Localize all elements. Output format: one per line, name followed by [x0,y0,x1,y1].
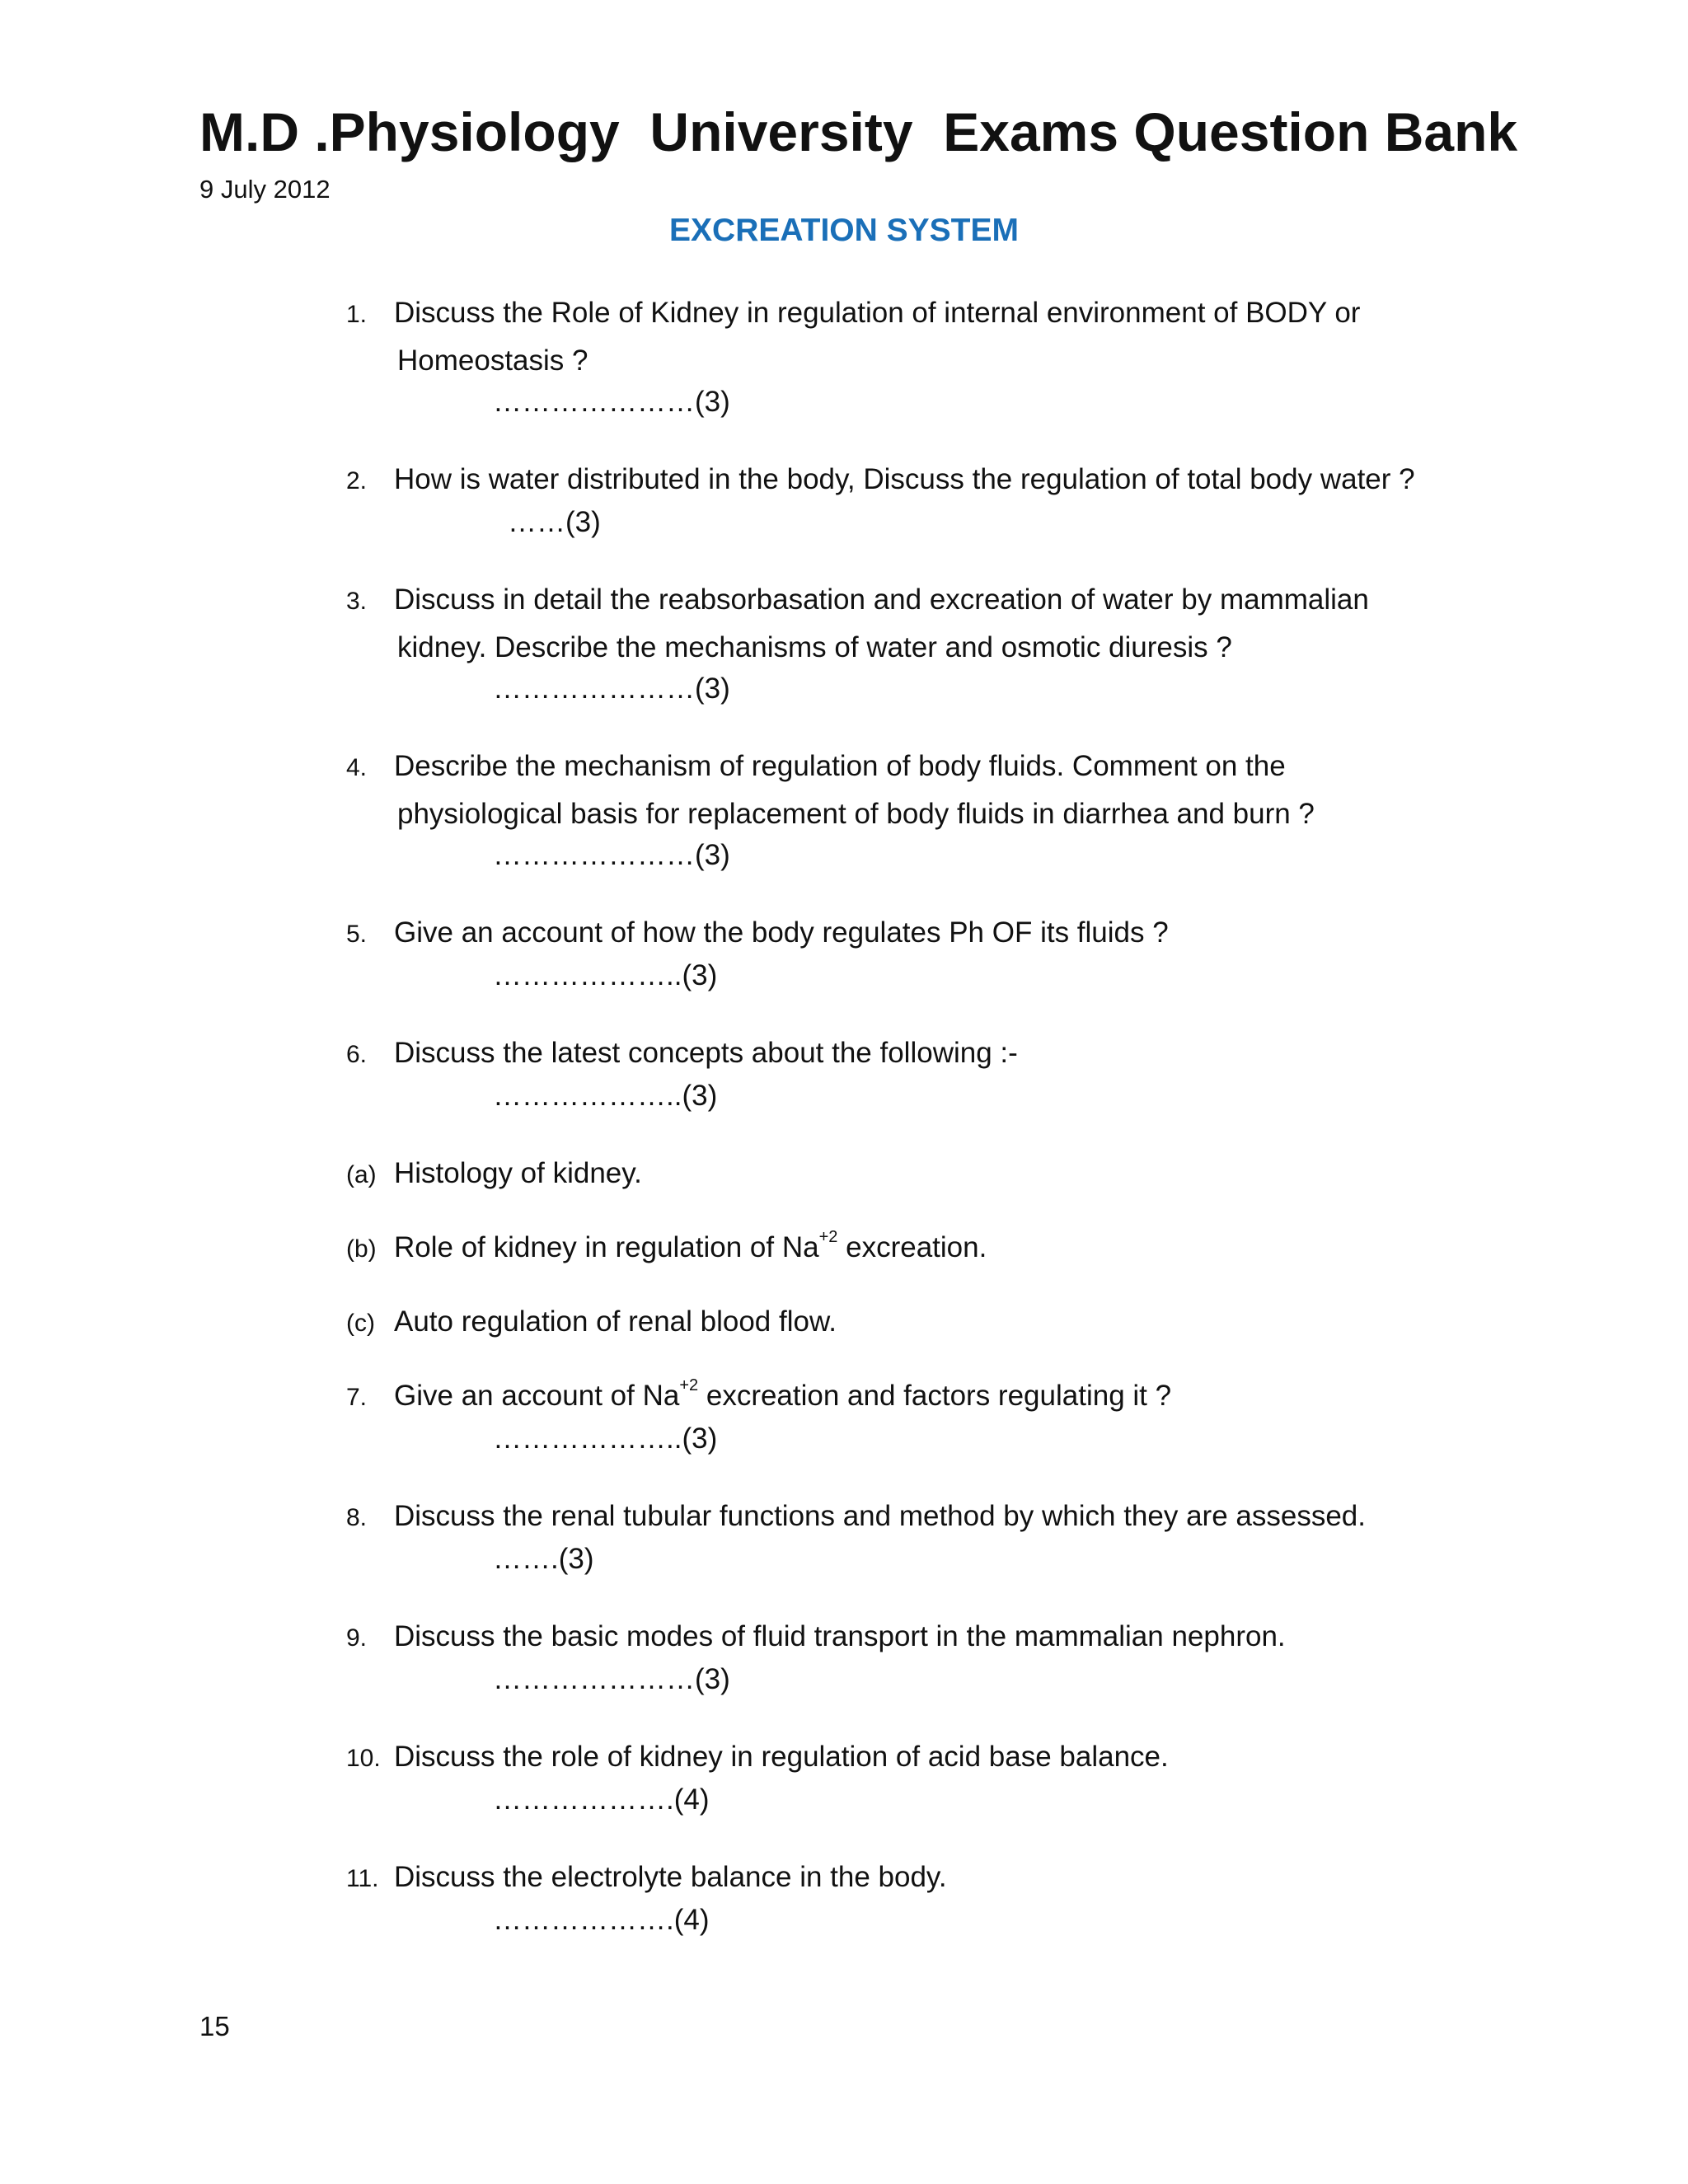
question-number: 6. [346,1041,368,1068]
document-title: M.D .Physiology University Exams Question Bank [199,101,1518,162]
question-marks: ………………..(3) [493,1422,718,1455]
question-item [346,1854,1500,1902]
question-item [346,910,1500,958]
question-item [346,1030,1500,1078]
question-item [346,457,1500,504]
question-text-continued: excreation and factors regulating it ? [698,1380,1172,1412]
sub-item-text-continued: excreation. [837,1231,987,1263]
question-marks: …………………(3) [493,1663,730,1695]
sub-item-text: Role of kidney in regulation of Na [394,1231,819,1263]
superscript: +2 [818,1228,838,1246]
question-marks: …….(3) [493,1543,594,1575]
question-item [346,1614,1500,1661]
sub-item-text: Auto regulation of renal blood flow. [394,1305,837,1338]
sub-item [346,1151,642,1198]
page-number: 15 [199,2011,230,2041]
question-text: Give an account of Na [394,1380,680,1412]
question-text: Discuss the role of kidney in regulation of acid base balance. [394,1741,1169,1773]
question-number: 1. [346,301,368,328]
question-text: Discuss the renal tubular functions and method by which they are assessed. [394,1500,1366,1532]
question-text: Describe the mechanism of regulation of body fluids. Comment on the [394,750,1286,782]
question-text: Discuss the Role of Kidney in regulation of internal environment of BODY or [394,297,1361,329]
sub-item-text: Histology of kidney. [394,1157,642,1189]
question-text-continued: kidney. Describe the mechanisms of water and osmotic diuresis ? [397,631,1232,663]
question-number: 8. [346,1504,368,1531]
question-text: How is water distributed in the body, Discuss the regulation of total body water ? [394,463,1415,495]
document-date: 9 July 2012 [199,175,331,204]
question-item [346,1493,1500,1541]
question-text-continued: Homeostasis ? [397,344,588,377]
question-number: 11. [346,1865,379,1892]
question-item [346,1734,1500,1782]
question-marks: ………………..(3) [493,1080,718,1112]
question-text: Discuss the basic modes of fluid transport in the mammalian nephron. [394,1620,1286,1652]
question-number: 3. [346,588,368,615]
question-number: 4. [346,754,368,781]
question-item [346,290,1500,384]
question-text: Discuss the latest concepts about the following :- [394,1037,1018,1069]
question-text: Discuss in detail the reabsorbasation and excreation of water by mammalian [394,583,1369,616]
question-item [346,577,1500,671]
question-text: Discuss the electrolyte balance in the body. [394,1861,947,1893]
question-marks: …………………(3) [493,386,730,418]
question-marks: …………………(3) [493,839,730,871]
sub-item-label: (a) [346,1161,377,1188]
question-number: 2. [346,467,368,494]
section-heading: EXCREATION SYSTEM [669,213,1019,248]
sub-item [346,1225,987,1272]
question-text-continued: physiological basis for replacement of body fluids in diarrhea and burn ? [397,798,1315,830]
question-marks: ………………..(3) [493,959,718,991]
sub-item [346,1299,837,1347]
question-item [346,1373,1500,1421]
question-marks: ……(3) [508,506,601,538]
sub-item-label: (c) [346,1310,375,1337]
question-number: 5. [346,921,368,948]
question-marks: ……………….(4) [493,1783,710,1816]
question-number: 7. [346,1384,368,1411]
question-number: 10. [346,1745,381,1772]
question-text: Give an account of how the body regulates Ph OF its fluids ? [394,916,1169,949]
question-marks: ……………….(4) [493,1904,710,1936]
question-item [346,743,1500,837]
superscript: +2 [679,1376,699,1394]
question-number: 9. [346,1624,368,1652]
question-marks: …………………(3) [493,673,730,705]
sub-item-label: (b) [346,1235,377,1263]
